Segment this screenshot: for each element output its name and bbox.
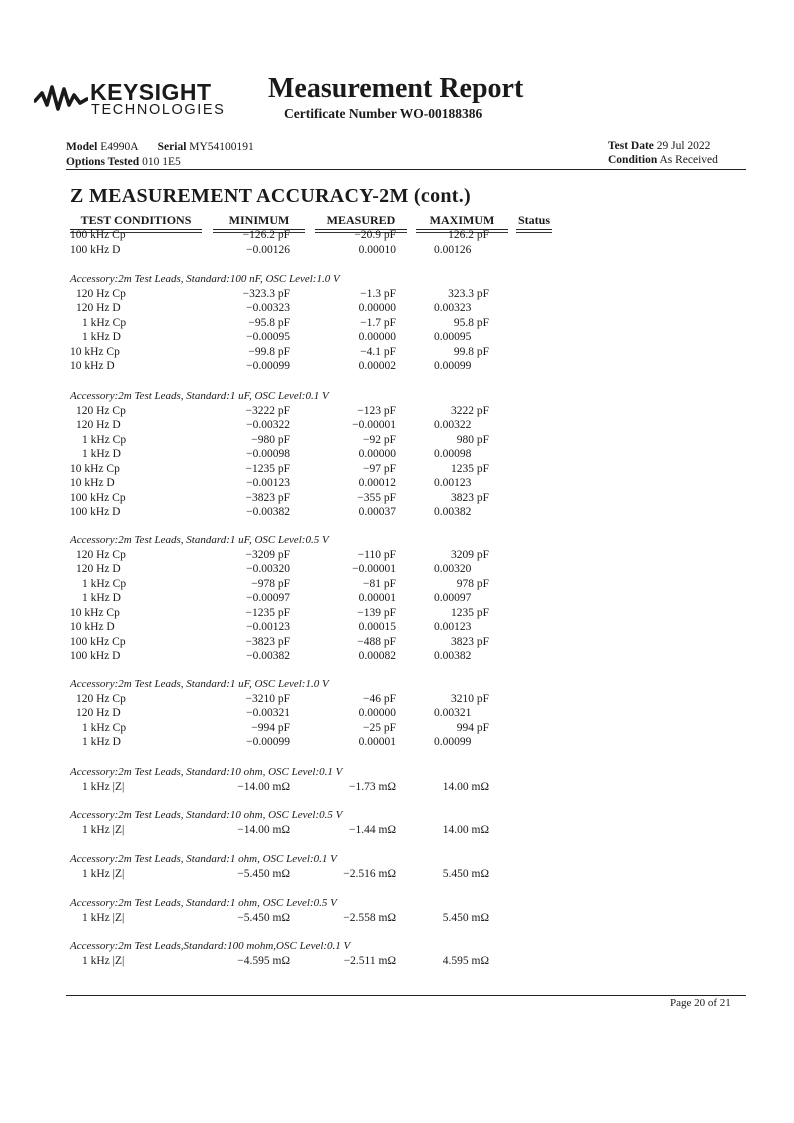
minimum-cell: −14.00 mΩ bbox=[237, 823, 290, 836]
measured-cell: 0.00000 bbox=[358, 707, 396, 719]
test-condition-cell: 1 kHz Cp bbox=[82, 721, 127, 734]
accessory-heading: Accessory:2m Test Leads, Standard:1 uF, OSC Level:1.0 V bbox=[70, 678, 329, 690]
minimum-cell: −0.00321 bbox=[246, 707, 290, 719]
measured-cell: 0.00001 bbox=[358, 736, 396, 748]
measured-cell: −81 pF bbox=[362, 577, 396, 590]
test-condition-cell: 120 Hz D bbox=[76, 419, 121, 431]
test-condition-cell: 1 kHz Cp bbox=[82, 577, 127, 590]
maximum-cell: 4.595 mΩ bbox=[442, 954, 489, 967]
measured-cell: 0.00000 bbox=[358, 331, 396, 343]
model-label: Model bbox=[66, 141, 98, 153]
measured-cell: 0.00012 bbox=[358, 477, 396, 489]
section-title: Z MEASUREMENT ACCURACY-2M (cont.) bbox=[70, 185, 472, 207]
footer-rule bbox=[66, 995, 746, 996]
minimum-cell: −3823 pF bbox=[245, 491, 290, 504]
test-condition-cell: 120 Hz D bbox=[76, 563, 121, 575]
test-condition-cell: 10 kHz Cp bbox=[70, 345, 120, 358]
accessory-heading: Accessory:2m Test Leads, Standard:100 nF, OSC Level:1.0 V bbox=[70, 273, 340, 285]
minimum-cell: −978 pF bbox=[251, 577, 290, 590]
maximum-cell: 5.450 mΩ bbox=[442, 867, 489, 880]
minimum-cell: −4.595 mΩ bbox=[237, 954, 290, 967]
maximum-cell: 95.8 pF bbox=[453, 316, 489, 329]
test-condition-cell: 100 kHz D bbox=[70, 243, 121, 256]
maximum-cell: 3823 pF bbox=[450, 491, 489, 504]
test-condition-cell: 1 kHz Cp bbox=[82, 316, 127, 329]
maximum-cell: 994 pF bbox=[456, 721, 489, 734]
test-condition-cell: 120 Hz Cp bbox=[76, 287, 126, 300]
minimum-cell: −0.00126 bbox=[246, 243, 290, 256]
measured-cell: −46 pF bbox=[362, 692, 396, 705]
test-condition-cell: 1 kHz |Z| bbox=[82, 954, 125, 967]
options-label: Options Tested bbox=[66, 156, 140, 168]
measured-cell: −20.9 pF bbox=[354, 229, 396, 241]
minimum-cell: −0.00320 bbox=[246, 563, 290, 575]
accessory-heading: Accessory:2m Test Leads, Standard:1 uF, OSC Level:0.5 V bbox=[70, 534, 329, 546]
test-condition-cell: 120 Hz Cp bbox=[76, 404, 126, 417]
test-condition-cell: 10 kHz Cp bbox=[70, 462, 120, 475]
accessory-heading: Accessory:2m Test Leads, Standard:10 ohm, OSC Level:0.1 V bbox=[70, 766, 343, 778]
minimum-cell: −0.00099 bbox=[246, 736, 290, 748]
measured-cell: 0.00082 bbox=[358, 650, 396, 662]
test-condition-cell: 1 kHz D bbox=[82, 448, 121, 460]
maximum-cell: 0.00099 bbox=[434, 360, 472, 372]
test-date-value: 29 Jul 2022 bbox=[656, 140, 711, 152]
measured-cell: −92 pF bbox=[362, 433, 396, 446]
test-condition-cell: 100 kHz D bbox=[70, 506, 121, 518]
measured-cell: 0.00000 bbox=[358, 448, 396, 460]
minimum-cell: −3209 pF bbox=[245, 548, 290, 561]
maximum-cell: 0.00098 bbox=[434, 448, 472, 460]
measured-cell: −2.558 mΩ bbox=[343, 911, 396, 924]
maximum-cell: 1235 pF bbox=[450, 462, 489, 475]
minimum-cell: −0.00123 bbox=[246, 477, 290, 489]
maximum-cell: 978 pF bbox=[456, 577, 489, 590]
measured-cell: 0.00015 bbox=[358, 621, 396, 633]
options-line bbox=[66, 155, 181, 169]
model-serial-line bbox=[66, 140, 254, 154]
test-condition-cell: 10 kHz D bbox=[70, 621, 115, 633]
measured-cell: −488 pF bbox=[357, 635, 396, 648]
options-value: 010 1E5 bbox=[142, 156, 181, 168]
test-condition-cell: 1 kHz |Z| bbox=[82, 867, 125, 880]
test-condition-cell: 100 kHz Cp bbox=[70, 491, 126, 504]
model-value: E4990A bbox=[100, 141, 138, 153]
serial-label: Serial bbox=[157, 141, 187, 153]
certificate-number: Certificate Number WO-00188386 bbox=[284, 106, 483, 121]
test-condition-cell: 1 kHz |Z| bbox=[82, 823, 125, 836]
test-condition-cell: 120 Hz D bbox=[76, 302, 121, 314]
minimum-cell: −0.00382 bbox=[246, 506, 290, 518]
maximum-cell: 126.2 pF bbox=[448, 229, 489, 241]
maximum-cell: 0.00322 bbox=[434, 419, 472, 431]
test-condition-cell: 10 kHz D bbox=[70, 477, 115, 489]
test-condition-cell: 1 kHz |Z| bbox=[82, 780, 125, 793]
column-header-measured: MEASURED bbox=[315, 213, 407, 230]
maximum-cell: 0.00382 bbox=[434, 650, 472, 662]
minimum-cell: −0.00098 bbox=[246, 448, 290, 460]
measured-cell: −139 pF bbox=[357, 606, 396, 619]
column-header-status: Status bbox=[516, 213, 552, 230]
maximum-cell: 0.00123 bbox=[434, 621, 472, 633]
minimum-cell: −323.3 pF bbox=[242, 287, 290, 300]
minimum-cell: −3823 pF bbox=[245, 635, 290, 648]
maximum-cell: 0.00123 bbox=[434, 477, 472, 489]
minimum-cell: −0.00095 bbox=[246, 331, 290, 343]
minimum-cell: −3222 pF bbox=[245, 404, 290, 417]
maximum-cell: 0.00126 bbox=[434, 243, 472, 256]
maximum-cell: 980 pF bbox=[456, 433, 489, 446]
minimum-cell: −99.8 pF bbox=[248, 345, 290, 358]
accessory-heading: Accessory:2m Test Leads, Standard:1 ohm, OSC Level:0.1 V bbox=[70, 853, 337, 865]
minimum-cell: −95.8 pF bbox=[248, 316, 290, 329]
measured-cell: −0.00001 bbox=[352, 563, 396, 575]
test-condition-cell: 10 kHz Cp bbox=[70, 606, 120, 619]
measured-cell: −4.1 pF bbox=[360, 345, 396, 358]
maximum-cell: 1235 pF bbox=[450, 606, 489, 619]
test-date-label: Test Date bbox=[608, 140, 654, 152]
minimum-cell: −0.00123 bbox=[246, 621, 290, 633]
measured-cell: 0.00002 bbox=[358, 360, 396, 372]
measured-cell: −110 pF bbox=[357, 548, 396, 561]
measured-cell: −2.516 mΩ bbox=[343, 867, 396, 880]
minimum-cell: −5.450 mΩ bbox=[237, 911, 290, 924]
measured-cell: −123 pF bbox=[357, 404, 396, 417]
condition-line bbox=[608, 153, 718, 167]
report-title: Measurement Report bbox=[268, 73, 524, 104]
test-condition-cell: 120 Hz Cp bbox=[76, 692, 126, 705]
keysight-logo bbox=[34, 80, 224, 124]
condition-value: As Received bbox=[659, 154, 718, 166]
maximum-cell: 0.00099 bbox=[434, 736, 472, 748]
brand-subtitle: TECHNOLOGIES bbox=[91, 102, 226, 118]
measured-cell: −97 pF bbox=[362, 462, 396, 475]
test-condition-cell: 100 kHz Cp bbox=[70, 229, 126, 241]
accessory-heading: Accessory:2m Test Leads, Standard:1 uF, OSC Level:0.1 V bbox=[70, 390, 329, 402]
accessory-heading: Accessory:2m Test Leads, Standard:1 ohm, OSC Level:0.5 V bbox=[70, 897, 337, 909]
maximum-cell: 3209 pF bbox=[450, 548, 489, 561]
column-separator bbox=[516, 232, 552, 233]
maximum-cell: 99.8 pF bbox=[453, 345, 489, 358]
column-header-test-conditions: TEST CONDITIONS bbox=[70, 213, 202, 230]
minimum-cell: −980 pF bbox=[251, 433, 290, 446]
serial-value: MY54100191 bbox=[189, 141, 254, 153]
test-condition-cell: 1 kHz D bbox=[82, 592, 121, 604]
measured-cell: 0.00000 bbox=[358, 302, 396, 314]
page-number: Page 20 of 21 bbox=[670, 997, 731, 1009]
accessory-heading: Accessory:2m Test Leads,Standard:100 mohm,OSC Level:0.1 V bbox=[70, 940, 351, 952]
column-header-maximum: MAXIMUM bbox=[416, 213, 508, 230]
measured-cell: 0.00010 bbox=[358, 243, 396, 256]
column-header-minimum: MINIMUM bbox=[213, 213, 305, 230]
keysight-wave-icon bbox=[34, 83, 88, 113]
maximum-cell: 0.00320 bbox=[434, 563, 472, 575]
minimum-cell: −5.450 mΩ bbox=[237, 867, 290, 880]
measured-cell: −25 pF bbox=[362, 721, 396, 734]
maximum-cell: 323.3 pF bbox=[448, 287, 489, 300]
maximum-cell: 0.00095 bbox=[434, 331, 472, 343]
maximum-cell: 5.450 mΩ bbox=[442, 911, 489, 924]
measured-cell: 0.00037 bbox=[358, 506, 396, 518]
minimum-cell: −0.00099 bbox=[246, 360, 290, 372]
measured-cell: −1.44 mΩ bbox=[349, 823, 396, 836]
maximum-cell: 14.00 mΩ bbox=[442, 823, 489, 836]
test-condition-cell: 120 Hz D bbox=[76, 707, 121, 719]
maximum-cell: 3222 pF bbox=[450, 404, 489, 417]
maximum-cell: 3210 pF bbox=[450, 692, 489, 705]
maximum-cell: 0.00321 bbox=[434, 707, 472, 719]
minimum-cell: −0.00382 bbox=[246, 650, 290, 662]
test-condition-cell: 1 kHz |Z| bbox=[82, 911, 125, 924]
measured-cell: −355 pF bbox=[357, 491, 396, 504]
maximum-cell: 3823 pF bbox=[450, 635, 489, 648]
test-condition-cell: 10 kHz D bbox=[70, 360, 115, 372]
minimum-cell: −0.00097 bbox=[246, 592, 290, 604]
minimum-cell: −126.2 pF bbox=[242, 229, 290, 241]
maximum-cell: 0.00323 bbox=[434, 302, 472, 314]
measured-cell: −1.73 mΩ bbox=[349, 780, 396, 793]
test-condition-cell: 120 Hz Cp bbox=[76, 548, 126, 561]
minimum-cell: −1235 pF bbox=[245, 606, 290, 619]
test-date-line bbox=[608, 139, 710, 153]
maximum-cell: 0.00097 bbox=[434, 592, 472, 604]
accessory-heading: Accessory:2m Test Leads, Standard:10 ohm, OSC Level:0.5 V bbox=[70, 809, 343, 821]
measured-cell: 0.00001 bbox=[358, 592, 396, 604]
brand-name: KEYSIGHT bbox=[90, 79, 212, 105]
minimum-cell: −14.00 mΩ bbox=[237, 780, 290, 793]
minimum-cell: −994 pF bbox=[251, 721, 290, 734]
minimum-cell: −0.00323 bbox=[246, 302, 290, 314]
measured-cell: −1.3 pF bbox=[360, 287, 396, 300]
condition-label: Condition bbox=[608, 154, 658, 166]
test-condition-cell: 1 kHz D bbox=[82, 331, 121, 343]
measured-cell: −2.511 mΩ bbox=[343, 954, 396, 967]
measured-cell: −0.00001 bbox=[352, 419, 396, 431]
test-condition-cell: 100 kHz Cp bbox=[70, 635, 126, 648]
maximum-cell: 0.00382 bbox=[434, 506, 472, 518]
header-rule bbox=[66, 169, 746, 170]
minimum-cell: −0.00322 bbox=[246, 419, 290, 431]
minimum-cell: −3210 pF bbox=[245, 692, 290, 705]
test-condition-cell: 1 kHz D bbox=[82, 736, 121, 748]
minimum-cell: −1235 pF bbox=[245, 462, 290, 475]
maximum-cell: 14.00 mΩ bbox=[442, 780, 489, 793]
test-condition-cell: 100 kHz D bbox=[70, 650, 121, 662]
test-condition-cell: 1 kHz Cp bbox=[82, 433, 127, 446]
measured-cell: −1.7 pF bbox=[360, 316, 396, 329]
